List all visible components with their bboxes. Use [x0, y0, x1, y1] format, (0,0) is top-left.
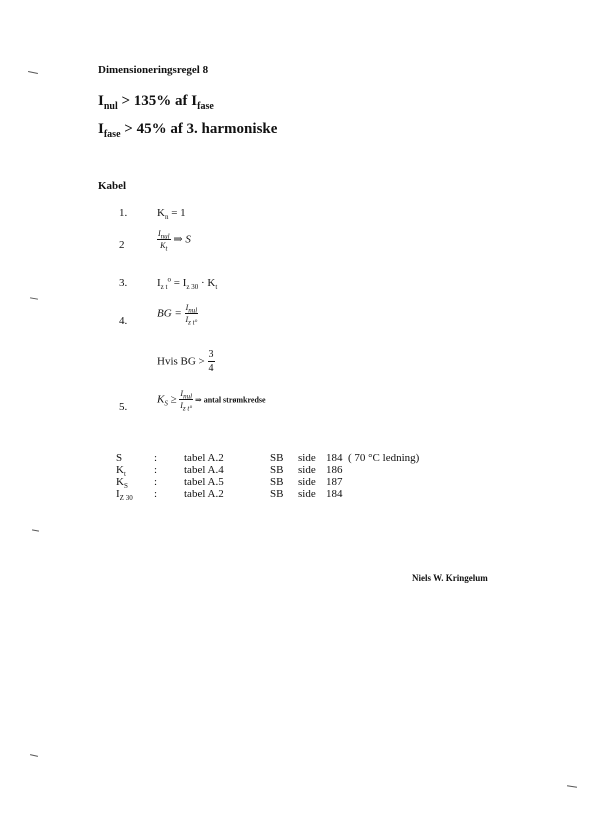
- scan-mark: [567, 785, 577, 787]
- note-cell: [348, 488, 419, 500]
- colon-cell: :: [154, 488, 158, 500]
- symbol-cell: $K_t$: [116, 464, 126, 479]
- table-ref-cell: tabel A.5: [184, 476, 224, 488]
- document-title: Dimensioneringsregel 8: [98, 64, 209, 76]
- step-number: 4.: [119, 315, 128, 327]
- table-row: [116, 476, 419, 488]
- fraction: $\frac{I_{nul}}{K_t}$: [158, 229, 170, 253]
- table-row: [116, 488, 419, 500]
- table-row: [116, 452, 419, 464]
- scan-mark: [30, 297, 38, 299]
- step-number: 2: [119, 239, 125, 251]
- book-cell: SB: [270, 476, 284, 488]
- step-formula: $K_S$ ≥ $\frac{I_{nul}}{I_{z t^\circ}}$ ⇒ antal strømkredse: [157, 389, 266, 413]
- symbol-cell: $I_{Z 30}$: [116, 488, 133, 503]
- side-cell: side: [298, 488, 316, 500]
- step-number: 5.: [119, 401, 128, 413]
- author-signature: Niels W. Kringelum: [412, 573, 488, 583]
- symbol-cell: S: [116, 452, 123, 464]
- page-cell: 184: [326, 452, 343, 464]
- step-formula: $K_n = 1$: [157, 207, 186, 222]
- symbol-cell: $K_S$: [116, 476, 128, 491]
- side-cell: side: [298, 476, 316, 488]
- note-cell: [348, 464, 419, 476]
- step-number: 3.: [119, 277, 128, 289]
- note-cell: ( 70 °C ledning): [348, 452, 420, 464]
- fraction: $\frac{I_{nul}}{I_{z t^\circ}}$: [185, 303, 198, 327]
- scan-mark: [30, 754, 38, 757]
- book-cell: SB: [270, 464, 284, 476]
- step-formula: $I_{z t}^o = I_{z 30} \cdot K_t$: [157, 275, 218, 292]
- note-cell: [348, 476, 419, 488]
- fraction: $\frac{I_{nul}}{I_{z t^\circ}}$: [180, 389, 193, 413]
- section-heading: Kabel: [98, 180, 127, 192]
- side-cell: side: [298, 464, 316, 476]
- page-cell: 186: [326, 464, 343, 476]
- colon-cell: :: [154, 476, 158, 488]
- colon-cell: :: [154, 464, 158, 476]
- step-number: 1.: [119, 207, 128, 219]
- scan-mark: [28, 71, 38, 74]
- book-cell: SB: [270, 488, 284, 500]
- condition-formula: Hvis BG > $\frac{3}{4}$: [157, 349, 214, 374]
- reference-table: [116, 452, 420, 503]
- page-cell: 187: [326, 476, 343, 488]
- table-row: [116, 464, 419, 476]
- rule-line-1: $I_{nul} > 135\%$ af $I_{fase}$: [98, 93, 214, 112]
- table-ref-cell: tabel A.4: [184, 464, 224, 476]
- fraction: $\frac{3}{4}$: [208, 349, 214, 374]
- page-cell: 184: [326, 488, 343, 500]
- colon-cell: :: [154, 452, 158, 464]
- scan-mark: [32, 529, 39, 531]
- step-formula: BG = $\frac{I_{nul}}{I_{z t^\circ}}$: [157, 303, 198, 327]
- table-ref-cell: tabel A.2: [184, 452, 224, 464]
- step-formula: $\frac{I_{nul}}{K_t}$ ⇒ S: [158, 229, 191, 253]
- book-cell: SB: [270, 452, 284, 464]
- side-cell: side: [298, 452, 316, 464]
- rule-line-2: $I_{fase} > 45\%$ af 3. harmoniske: [98, 121, 278, 140]
- table-ref-cell: tabel A.2: [184, 488, 224, 500]
